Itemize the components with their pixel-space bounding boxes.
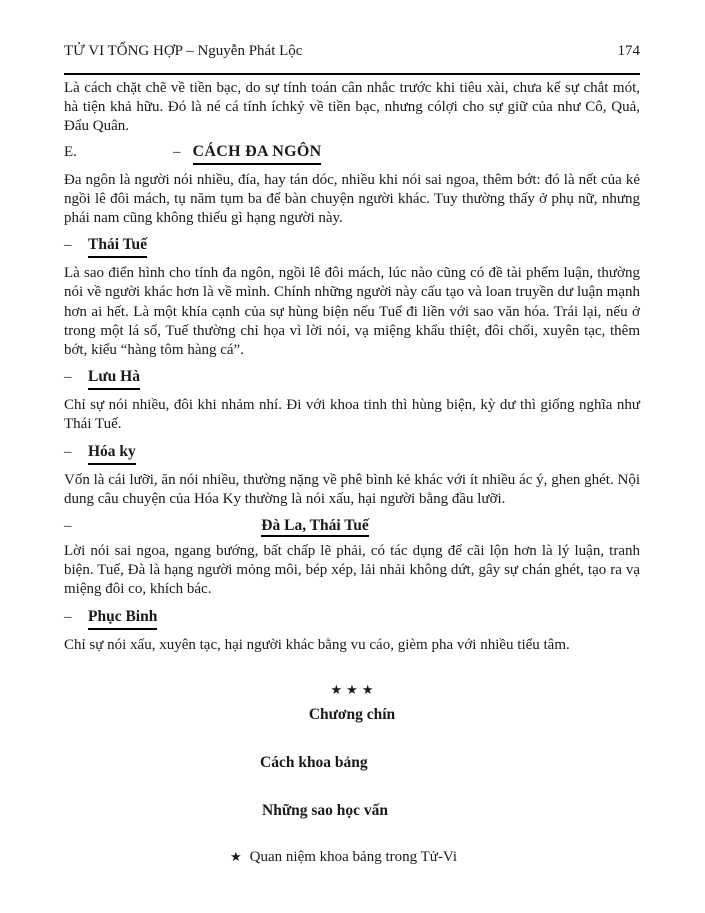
intro-paragraph: Là cách chặt chẽ về tiền bạc, do sự tính toán cân nhắc trước khi tiêu xài, chưa kể sự chắt mót, hà tiện khả hữu. Đó là né cá tính íchkỷ về tiền bạc, nhưng cólợi cho sự giữ của như Cô, Quả, Đẩu Quân.	[64, 80, 640, 135]
stars-divider-icon: ★★★	[330, 682, 378, 698]
subsection-dash: –	[64, 608, 72, 625]
subsection-title: Đà La, Thái Tuế	[261, 517, 368, 537]
subsection-heading-da-la-thai-tue	[64, 516, 640, 536]
subsection-dash: –	[64, 237, 72, 254]
subsection-body-phuc-binh: Chỉ sự nói xấu, xuyên tạc, hại người khác bằng vu cáo, gièm pha với nhiều tiểu tâm.	[64, 636, 570, 653]
section-e-heading	[64, 142, 640, 165]
topic-title: Quan niệm khoa bảng trong Tử-Vi	[249, 848, 457, 865]
section-label: E.	[64, 143, 77, 160]
page-header	[64, 42, 640, 75]
subsection-dash: –	[64, 443, 72, 460]
subsection-body-da-la-thai-tue: Lời nói sai ngoa, ngang bướng, bất chấp lẽ phải, có tác dụng để cãi lộn hơn là lý luận, tranh biện. Tuế, Đà là hạng người mỏng môi, bép xép, lải nhải không dứt, gây sự chán ghét, tạo ra vạ miệng đôi co, khích bác.	[64, 543, 640, 598]
subsection-heading-hoa-ky	[64, 442, 640, 465]
subsection-title: Thái Tuế	[88, 235, 147, 258]
section-title: CÁCH ĐA NGÔN	[193, 142, 322, 165]
subsection-body-hoa-ky: Vốn là cái lưỡi, ăn nói nhiều, thường nặng về phê bình kẻ khác với ít nhiều ác ý, ghen ghét. Nội dung câu chuyện của Hóa Ky thường là nói xấu, hại người bằng đầu lưỡi.	[64, 471, 640, 507]
section-e-body: Đa ngôn là người nói nhiều, đía, hay tán dóc, nhiều khi nói sai ngoa, thêm bớt: đó là nết của kẻ ngồi lê đôi mách, tụ năm tụm ba để bàn chuyện người khác. Tuy thường thấy ở phụ nữ, nhưng phái nam cũng không thiếu gì hạng người này.	[64, 171, 640, 227]
chapter-heading: Chương chín	[308, 705, 396, 723]
star-bullet-icon: ★	[230, 849, 242, 865]
chapter-subtitle-1: Cách khoa bảng	[260, 753, 368, 771]
subsection-heading-phuc-binh	[64, 607, 640, 630]
page-number: 174	[617, 43, 640, 59]
subsection-title: Phục Binh	[88, 607, 157, 630]
chapter-subtitle-2: Những sao học vấn	[262, 801, 389, 819]
subsection-dash: –	[64, 369, 72, 386]
subsection-title: Lưu Hà	[88, 367, 140, 390]
subsection-title: Hóa ky	[88, 442, 136, 465]
book-title: TỬ VI TỔNG HỢP – Nguyễn Phát Lộc	[64, 43, 303, 59]
section-dash: –	[173, 143, 181, 160]
topic-line	[230, 847, 640, 868]
subsection-body-thai-tue: Là sao điển hình cho tính đa ngôn, ngồi lê đôi mách, lúc nào cũng có đề tài phếm luận, thường nói về người khác hơn là về mình. Chính những người này cấu tạo và loan truyền dư luận mạnh hơn ai hết. Là một khía cạnh của sự hùng biện nếu Tuế đi liền với sao văn hóa. Trái lại, nếu ở trong một lá số, Tuế thường chỉ họa vì lời nói, vạ miệng khẩu thiệt, đôi chối, xuyên tạc, thêm bớt, kiểu “hàng tôm hàng cá”.	[64, 265, 640, 359]
subsection-heading-thai-tue	[64, 235, 640, 258]
subsection-dash: –	[64, 518, 72, 535]
subsection-body-luu-ha: Chỉ sự nói nhiều, đôi khi nhảm nhí. Đi với khoa tinh thì hùng biện, kỳ dư thì giống nghĩa như Thái Tuế.	[64, 397, 640, 433]
subsection-heading-luu-ha	[64, 367, 640, 390]
